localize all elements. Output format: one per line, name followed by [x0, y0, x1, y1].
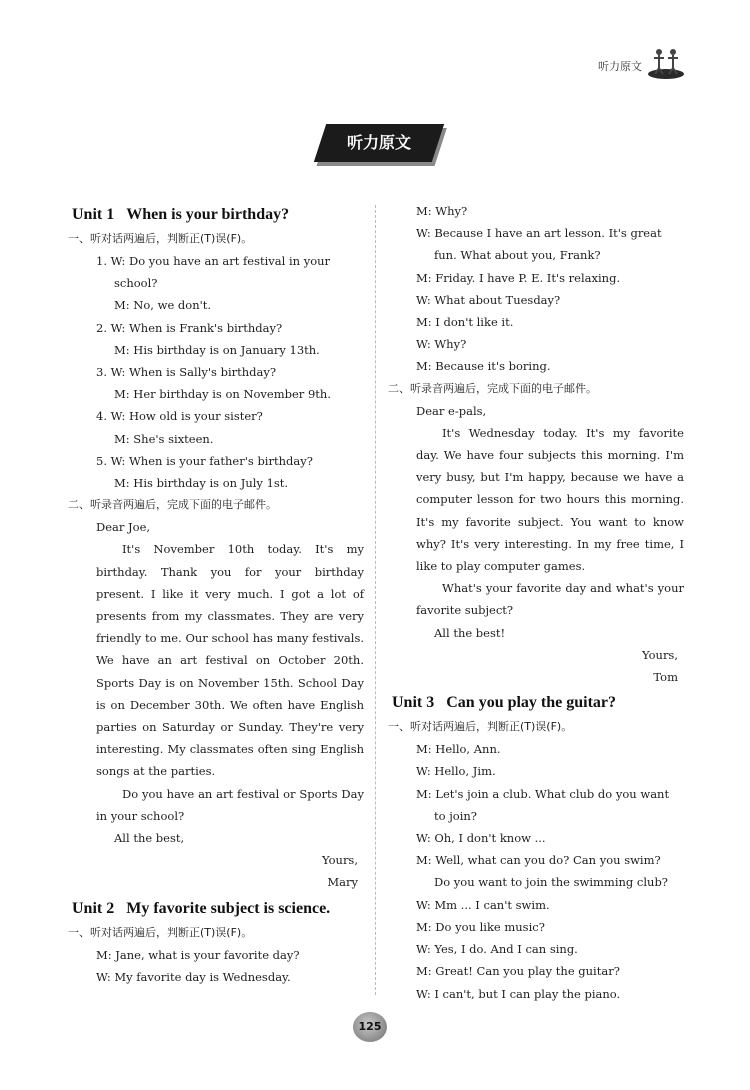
- dialogue-line: M: I don't like it.: [416, 315, 514, 330]
- header-logo-icon: [646, 44, 686, 80]
- dialogue-line: M: Friday. I have P. E. It's relaxing.: [416, 270, 621, 285]
- dialogue-line: 5. W: When is your father's birthday?: [96, 453, 313, 468]
- letter-signature: Yours,: [642, 647, 678, 662]
- dialogue-line: 4. W: How old is your sister?: [96, 409, 263, 424]
- dialogue-line: M: Why?: [416, 204, 468, 218]
- dialogue-line: to join?: [434, 808, 477, 823]
- dialogue-line: 3. W: When is Sally's birthday?: [96, 365, 277, 380]
- dialogue-line: All the best,: [114, 831, 185, 846]
- letter-signature: Yours,: [322, 853, 358, 868]
- dialogue-line: M: Jane, what is your favorite day?: [96, 947, 300, 962]
- dialogue-line: Do you want to join the swimming club?: [434, 875, 668, 890]
- dialogue-line: W: Hello, Jim.: [416, 764, 496, 779]
- unit-label: Unit 2: [72, 899, 115, 917]
- dialogue-line: W: Because I have an art lesson. It's great: [416, 226, 662, 241]
- letter-paragraph: Do you have an art festival or Sports Day in your school?: [96, 786, 364, 823]
- left-column: [68, 200, 364, 988]
- dialogue-line: W: Oh, I don't know ...: [416, 831, 546, 846]
- page-number: 125: [353, 1012, 387, 1042]
- dialogue-line: W: My favorite day is Wednesday.: [96, 969, 291, 984]
- unit-label: Unit 3: [392, 694, 435, 712]
- dialogue-line: 1. W: Do you have an art festival in your: [96, 254, 331, 268]
- dialogue-line: All the best!: [434, 625, 506, 640]
- column-divider: [375, 205, 376, 995]
- dialogue-line: M: Because it's boring.: [416, 359, 551, 374]
- dialogue-line: Dear Joe,: [96, 520, 151, 535]
- dialogue-line: M: She's sixteen.: [114, 431, 214, 446]
- dialogue-line: M: Let's join a club. What club do you want: [416, 786, 670, 801]
- dialogue-line: M: Hello, Ann.: [416, 742, 501, 757]
- unit-label: Unit 1: [72, 206, 115, 223]
- dialogue-line: Dear e-pals,: [416, 403, 487, 418]
- section-instruction: 二、听录音两遍后，完成下面的电子邮件。: [388, 381, 597, 395]
- letter-paragraph: What's your favorite day and what's your favorite subject?: [416, 581, 684, 618]
- letter-signature: Tom: [653, 670, 678, 685]
- unit-heading: [72, 900, 364, 918]
- unit-title-text: Can you play the guitar?: [446, 694, 617, 712]
- dialogue-line: W: I can't, but I can play the piano.: [416, 986, 621, 1001]
- dialogue-line: M: Her birthday is on November 9th.: [114, 387, 331, 402]
- header-tag: 听力原文: [598, 60, 642, 73]
- letter-paragraph: It's November 10th today. It's my birthday. Thank you for your birthday present. I like it very much. I got a lot of presents from my classmates. They are very friendly to me. Our school has many festivals. We have an art festival on October 20th. Sports Day is on November 15th. School Day is on December 30th. We often have English parties on Saturday or Sunday. They're very interesting. My classmates often sing English songs at the parties.: [96, 542, 364, 779]
- dialogue-line: fun. What about you, Frank?: [434, 248, 601, 263]
- dialogue-line: school?: [114, 276, 158, 291]
- unit-title-text: My favorite subject is science.: [126, 899, 331, 917]
- section-instruction: 一、听对话两遍后，判断正(T)误(F)。: [68, 925, 253, 939]
- dialogue-line: M: His birthday is on January 13th.: [114, 342, 320, 357]
- unit-heading: [392, 694, 684, 712]
- dialogue-line: M: Well, what can you do? Can you swim?: [416, 853, 661, 868]
- dialogue-line: 2. W: When is Frank's birthday?: [96, 320, 283, 335]
- section-instruction: 二、听录音两遍后，完成下面的电子邮件。: [68, 498, 277, 512]
- letter-signature: Mary: [327, 875, 358, 890]
- dialogue-line: W: Yes, I do. And I can sing.: [416, 942, 578, 957]
- section-instruction: 一、听对话两遍后，判断正(T)误(F)。: [68, 232, 253, 245]
- letter-paragraph: It's Wednesday today. It's my favorite day. We have four subjects this morning. I'm very busy, but I'm happy, because we have a computer lesson for two hours this morning. It's my favorite subject. You want to know why? It's very interesting. In my free time, I like to play computer games.: [416, 425, 684, 574]
- unit-heading: [72, 206, 364, 224]
- dialogue-line: M: No, we don't.: [114, 298, 212, 313]
- dialogue-line: M: Do you like music?: [416, 919, 545, 934]
- page-title-banner: [320, 124, 438, 162]
- dialogue-line: W: Why?: [416, 337, 467, 352]
- dialogue-line: W: What about Tuesday?: [416, 292, 561, 307]
- dialogue-line: M: Great! Can you play the guitar?: [416, 964, 620, 979]
- dialogue-line: W: Mm ... I can't swim.: [416, 897, 550, 912]
- page-title: 听力原文: [346, 133, 411, 152]
- section-instruction: 一、听对话两遍后，判断正(T)误(F)。: [388, 720, 573, 734]
- dialogue-line: M: His birthday is on July 1st.: [114, 476, 289, 491]
- unit-title-text: When is your birthday?: [126, 206, 290, 223]
- right-column: [388, 200, 684, 1005]
